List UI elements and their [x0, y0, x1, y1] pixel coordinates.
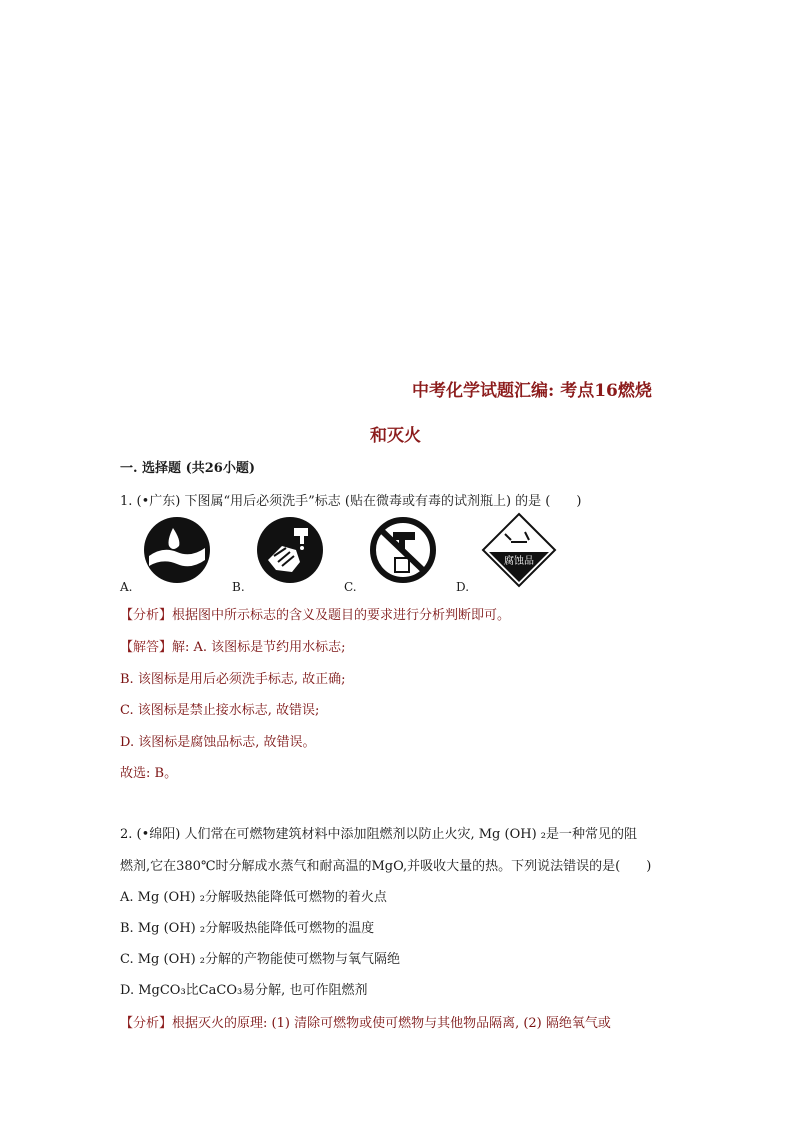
q1-choice: 故选: B。 — [120, 766, 178, 781]
analysis-text: 根据图中所示标志的含义及题目的要求进行分析判断即可。 — [172, 608, 511, 623]
q2-question-line2: 燃剂,它在380℃时分解成水蒸气和耐高温的MgO,并吸收大量的热。下列说法错误的是( ) — [120, 859, 652, 874]
q2-question-line1: 2. (•绵阳) 人们常在可燃物建筑材料中添加阻燃剂以防止火灾, Mg (OH) ₂是一种常见的阻 — [120, 827, 637, 842]
analysis-tag: 【分析】 — [120, 1016, 173, 1031]
analysis-tag: 【分析】 — [120, 608, 173, 623]
no-water-tap-icon — [369, 516, 437, 584]
q1-answer-c: C. 该图标是禁止接水标志, 故错误; — [120, 703, 320, 718]
wash-hands-icon — [256, 516, 324, 584]
section-heading: 一. 选择题 (共26小题) — [120, 461, 255, 476]
option-b-label: B. — [232, 580, 245, 594]
q2-option-a: A. Mg (OH) ₂分解吸热能降低可燃物的着火点 — [120, 890, 387, 905]
q2-option-d: D. MgCO₃比CaCO₃易分解, 也可作阻燃剂 — [120, 983, 368, 998]
corrosive-icon-text: 腐蚀品 — [504, 556, 534, 567]
q2-analysis — [120, 1012, 611, 1031]
page-title-line1: 中考化学试题汇编: 考点16燃烧 — [412, 381, 652, 401]
q1-answer-b: B. 该图标是用后必须洗手标志, 故正确; — [120, 672, 346, 687]
page-title-line2: 和灭火 — [370, 426, 421, 446]
option-c-label: C. — [344, 580, 357, 594]
corrosive-icon — [481, 512, 557, 588]
q1-analysis — [120, 604, 510, 623]
q1-answer-a — [120, 636, 346, 655]
q2-option-c: C. Mg (OH) ₂分解的产物能使可燃物与氧气隔绝 — [120, 952, 400, 967]
answer-tag: 【解答】 — [120, 640, 173, 655]
water-saving-icon — [143, 516, 211, 584]
q1-answer-d: D. 该图标是腐蚀品标志, 故错误。 — [120, 735, 316, 750]
option-d-label: D. — [456, 580, 470, 594]
answer-text: 解: A. 该图标是节约用水标志; — [172, 640, 346, 655]
q2-option-b: B. Mg (OH) ₂分解吸热能降低可燃物的温度 — [120, 921, 375, 936]
analysis-text: 根据灭火的原理: (1) 清除可燃物或使可燃物与其他物品隔离, (2) 隔绝氧气或 — [172, 1016, 611, 1031]
q1-question: 1. (•广东) 下图属“用后必须洗手”标志 (贴在微毒或有毒的试剂瓶上) 的是 ( ) — [120, 494, 582, 509]
option-a-label: A. — [120, 580, 133, 594]
